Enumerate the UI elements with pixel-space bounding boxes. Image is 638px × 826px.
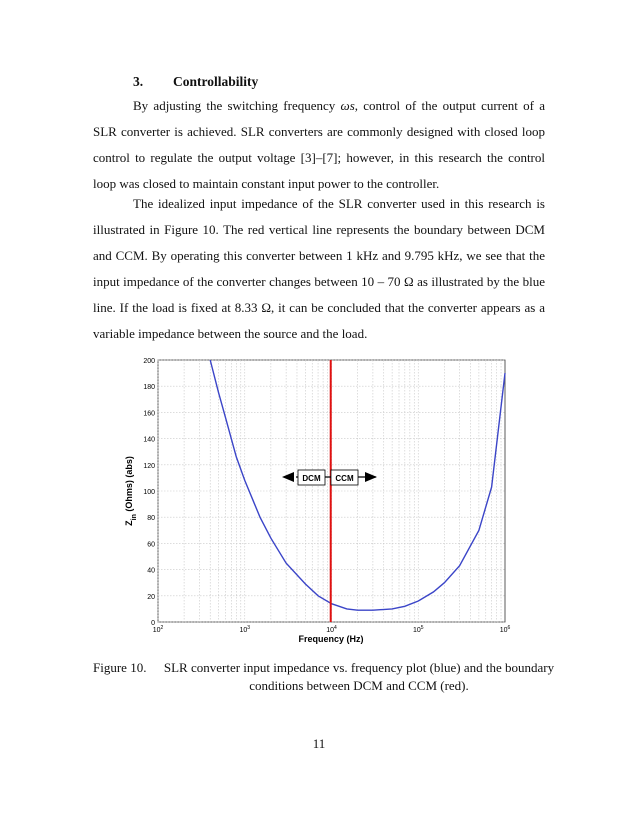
y-tick-label: 20 [147,593,155,601]
y-tick-label: 140 [143,436,155,444]
section-number: 3. [133,74,144,89]
y-tick-label: 80 [147,515,155,523]
y-tick-label: 180 [143,384,155,392]
impedance-range: 10 – 70 Ω [361,274,414,289]
x-tick-label: $10^5$ [412,625,424,634]
caption-label: Figure 10. [93,660,147,675]
y-tick-label: 0 [151,620,155,627]
dcm-label: DCM [302,474,321,483]
y-tick-label: 40 [147,567,155,575]
x-axis-ticks [153,625,511,634]
x-axis-label: Frequency (Hz) [298,634,364,644]
paragraph-controllability [93,93,545,197]
y-axis-label: $Z_{in}$ (Ohms) (abs) [124,456,138,526]
y-tick-label: 160 [143,410,155,418]
impedance-chart [118,350,518,648]
paragraph1-text-a: By adjusting the switching frequency [133,98,341,113]
paragraph1-text-b: , control of the output current of a SLR converter is achieved. SLR converters are commonly designed with closed loop control to regulate the output voltage [3]–[7]; however, in this research the control loop was closed to maintain constant input power to the controller. [93,98,545,191]
section-title: Controllability [173,74,259,89]
omega-symbol: ωs [340,98,355,113]
paragraph2-text-c: , it can be concluded that the converter appears as a variable impedance between the source and the load. [93,300,545,341]
y-tick-label: 120 [143,462,155,470]
y-axis-ticks [143,358,155,627]
y-tick-label: 100 [143,489,155,496]
x-tick-label: $10^2$ [152,625,164,634]
x-tick-label: $10^6$ [499,625,511,634]
load-value: 8.33 Ω [234,300,272,315]
paragraph2-text-b: as illustrated by the blue line. If the load is fixed at [93,274,545,315]
page-number: 11 [312,736,326,751]
x-tick-label: $10^4$ [326,625,337,634]
paragraph2-text-a: The idealized input impedance of the SLR converter used in this research is illustrated in Figure 10. The red vertical line represents the boundary between DCM and CCM. By operating this converter between 1 kHz and 9.795 kHz, we see that the input impedance of the converter changes between [93,196,545,289]
y-tick-label: 200 [143,358,155,365]
ccm-label: CCM [335,474,354,483]
caption-text: SLR converter input impedance vs. frequency plot (blue) and the boundary conditions between DCM and CCM (red). [163,660,555,693]
y-tick-label: 60 [147,541,155,549]
x-tick-label: $10^3$ [239,625,251,634]
section-heading [133,74,258,90]
paragraph-impedance [93,191,545,347]
